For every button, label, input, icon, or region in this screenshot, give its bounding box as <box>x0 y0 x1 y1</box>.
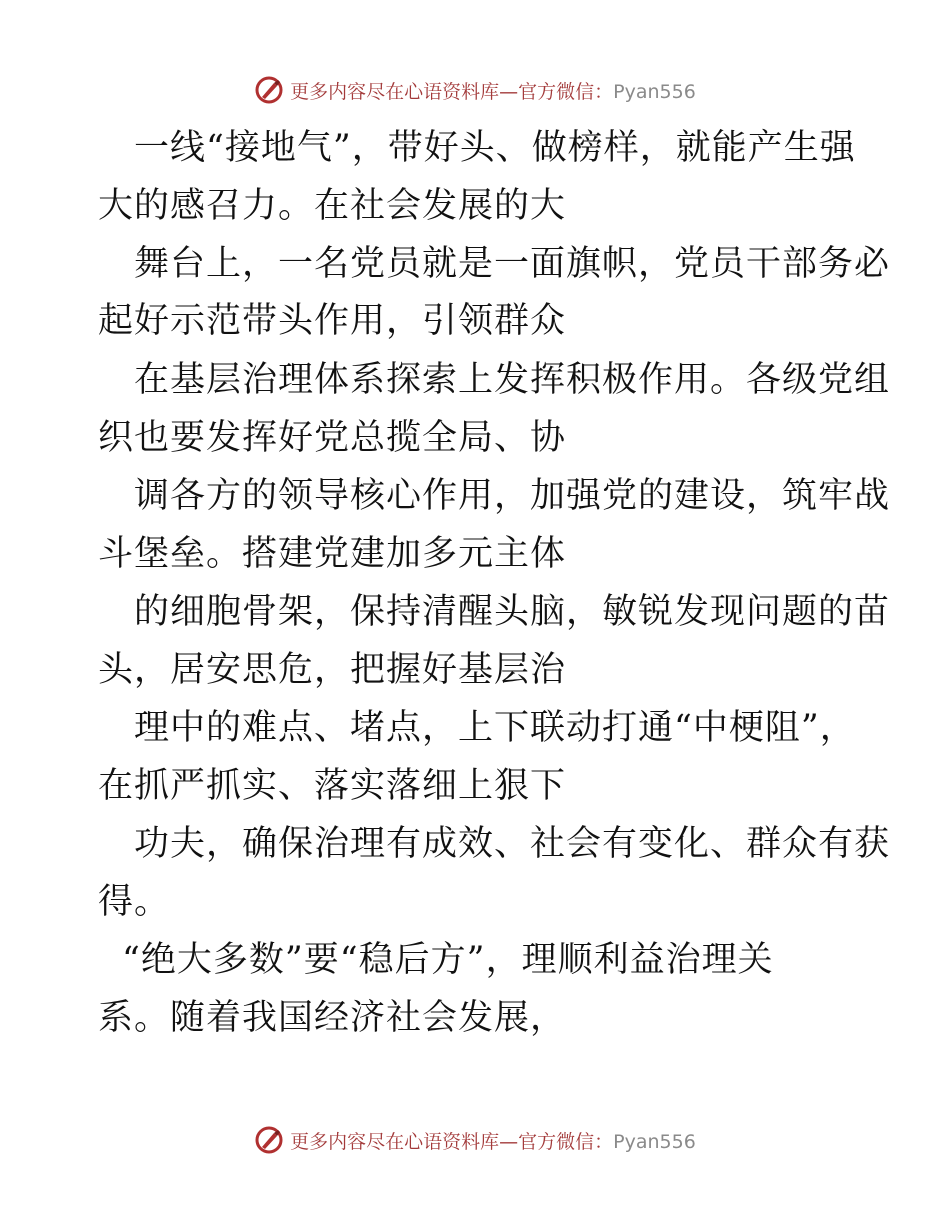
footer-banner-label: 更多内容尽在心语资料库—官方微信： <box>290 1130 614 1153</box>
body-line: 功夫，确保治理有成效、社会有变化、群众有获 <box>134 824 891 864</box>
pen-logo-icon <box>254 75 284 105</box>
header-banner-text <box>290 77 696 104</box>
body-line: 起好示范带头作用，引领群众 <box>98 301 567 341</box>
body-line: 调各方的领导核心作用，加强党的建设，筑牢战 <box>134 476 891 516</box>
body-line: 在基层治理体系探索上发挥积极作用。各级党组 <box>134 360 891 400</box>
header-wechat-id: Pyan556 <box>613 80 696 103</box>
body-line: 斗堡垒。搭建党建加多元主体 <box>98 534 567 574</box>
body-line: 头，居安思危，把握好基层治 <box>98 650 567 690</box>
body-line: 系。随着我国经济社会发展， <box>98 998 567 1038</box>
body-line: “绝大多数”要“稳后方”，理顺利益治理关 <box>122 940 774 980</box>
footer-wechat-id: Pyan556 <box>613 1130 696 1153</box>
footer-banner-text <box>290 1127 696 1154</box>
footer-banner <box>0 1122 950 1158</box>
pen-logo-icon <box>254 1125 284 1155</box>
body-line: 理中的难点、堵点，上下联动打通“中梗阻”， <box>134 708 856 748</box>
body-line: 的细胞骨架，保持清醒头脑，敏锐发现问题的苗 <box>134 592 891 632</box>
header-banner <box>0 72 950 108</box>
body-line: 舞台上，一名党员就是一面旗帜，党员干部务必 <box>134 244 891 284</box>
body-line: 得。 <box>98 882 171 922</box>
body-line: 织也要发挥好党总揽全局、协 <box>98 418 567 458</box>
body-line: 在抓严抓实、落实落细上狠下 <box>98 766 567 806</box>
body-line: 一线“接地气”，带好头、做榜样，就能产生强 <box>134 128 856 168</box>
body-line: 大的感召力。在社会发展的大 <box>98 186 567 226</box>
header-banner-label: 更多内容尽在心语资料库—官方微信： <box>290 80 614 103</box>
